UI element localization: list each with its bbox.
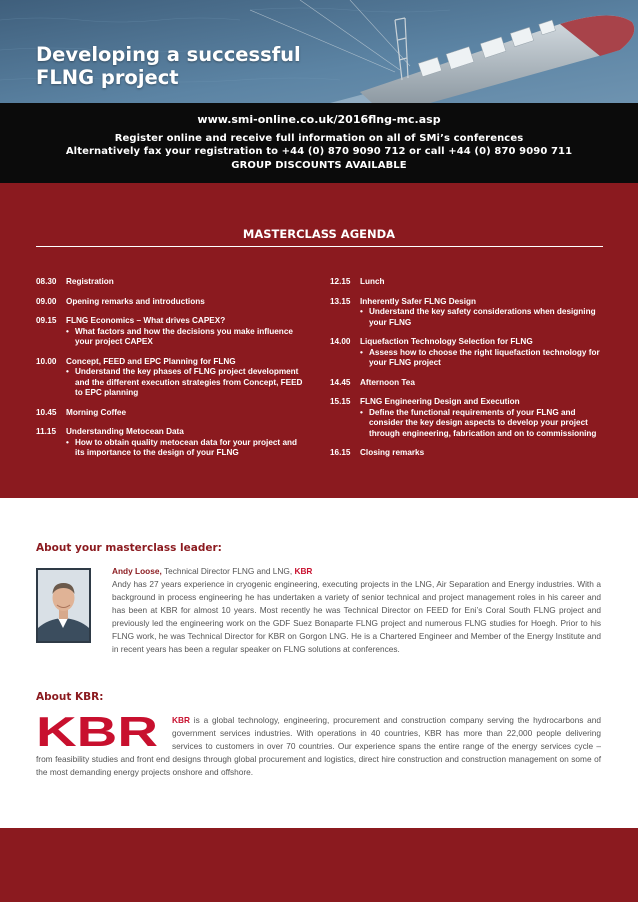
- agenda-time: 08.30: [36, 277, 57, 286]
- agenda-body: [66, 427, 306, 459]
- agenda-item: [330, 448, 605, 459]
- agenda-time: 15.15: [330, 397, 351, 406]
- agenda-session-title: Concept, FEED and EPC Planning for FLNG: [66, 356, 236, 366]
- agenda-time: 14.45: [330, 377, 351, 387]
- leader-bio-text: Andy has 27 years experience in cryogenic engineering, executing projects in the LNG, Air Separation and Energy industries. With a background in process engineering he has undertaken a variety of senior technical and project management roles in his career and has been at KBR for almost 10 years. Most recently he was Technical Director on FEED for Eni’s Coral South FLNG project and previously led the engineering work on the GDF Suez Bonaparte FLNG project and numerous FLNG studies for Hoegh. Prior to his FLNG work, he was Technical Director for KBR on Gorgon LNG. He is a Chartered Engineer and Member of the Energy Institute and in recent years has been a regular speaker on FLNG solutions at conferences.: [112, 579, 601, 654]
- hero-banner: [0, 0, 638, 103]
- about-kbr-company: KBR: [172, 715, 190, 725]
- agenda-bullet: • Define the functional requirements of your FLNG and consider the key design aspects to develop your project through engineering, fabrication and on to commissioning: [360, 408, 605, 440]
- agenda-body: [66, 316, 306, 348]
- agenda-item: [330, 397, 605, 439]
- page-title: [36, 43, 336, 89]
- masterclass-agenda: [0, 183, 638, 498]
- leader-role: Technical Director FLNG and LNG,: [161, 566, 295, 576]
- leader-portrait: [36, 568, 91, 643]
- agenda-time: 11.15: [36, 427, 57, 436]
- group-discounts-text: GROUP DISCOUNTS AVAILABLE: [231, 160, 407, 171]
- agenda-body: [66, 357, 306, 399]
- page-title-line2: FLNG project: [36, 66, 179, 89]
- footer-band: [0, 828, 638, 902]
- agenda-bullet: • Understand the key phases of FLNG project development and the different execution strategies from Concept, FEED to EPC planning: [66, 367, 306, 399]
- fax-call-text: Alternatively fax your registration to +44 (0) 870 9090 712 or call +44 (0) 870 9090 711: [65, 146, 573, 157]
- agenda-body: [66, 297, 306, 308]
- agenda-session-title: Morning Coffee: [66, 407, 127, 417]
- agenda-item: [36, 316, 306, 348]
- agenda-time: 14.00: [330, 337, 351, 346]
- agenda-session-title: Closing remarks: [360, 448, 425, 457]
- agenda-item: [36, 427, 306, 459]
- agenda-session-title: Registration: [66, 277, 114, 286]
- agenda-time: 12.15: [330, 277, 351, 286]
- registration-url-link[interactable]: www.smi-online.co.uk/2016flng-mc.asp: [197, 113, 441, 126]
- agenda-session-title: Understanding Metocean Data: [66, 427, 184, 436]
- agenda-body: [66, 408, 306, 419]
- agenda-item: [36, 408, 306, 419]
- agenda-body: [360, 397, 605, 439]
- about-kbr-heading: About KBR:: [36, 691, 104, 703]
- agenda-body: [66, 277, 306, 288]
- agenda-divider: [36, 246, 603, 247]
- agenda-item: [330, 337, 605, 369]
- registration-bar: [0, 103, 638, 183]
- agenda-time: 09.00: [36, 296, 57, 306]
- leader-heading: About your masterclass leader:: [36, 542, 222, 554]
- leader-name: Andy Loose,: [112, 566, 162, 576]
- agenda-session-title: FLNG Engineering Design and Execution: [360, 397, 520, 406]
- agenda-bullet: • Understand the key safety considerations when designing your FLNG: [360, 307, 605, 328]
- agenda-session-title: Afternoon Tea: [360, 377, 415, 387]
- agenda-session-title: Inherently Safer FLNG Design: [360, 296, 477, 306]
- page-title-line1: Developing a successful: [36, 43, 301, 66]
- leader-bio: [112, 565, 601, 656]
- agenda-item: [36, 297, 306, 308]
- agenda-item: [330, 297, 605, 329]
- agenda-time: 13.15: [330, 296, 351, 306]
- about-kbr-body: is a global technology, engineering, procurement and construction company serving the hydrocarbons and government services industries. With operations in 40 countries, KBR has more than 22,000 people delivering services to customers in over 70 countries. Our experience spans the entire range of the energy services cycle – from feasibility studies and front end designs through global procurement and logistics, direct hire construction and construction management on some of the most demanding energy projects onshore and offshore.: [36, 715, 601, 777]
- agenda-title: MASTERCLASS AGENDA: [242, 227, 396, 241]
- agenda-item: [36, 277, 306, 288]
- agenda-session-title: FLNG Economics – What drives CAPEX?: [66, 316, 226, 325]
- agenda-bullet: • Assess how to choose the right liquefaction technology for your FLNG project: [360, 348, 605, 369]
- agenda-session-title: Liquefaction Technology Selection for FLNG: [360, 337, 533, 346]
- kbr-logo: [36, 713, 160, 749]
- leader-company: KBR: [294, 566, 313, 576]
- agenda-session-title: Opening remarks and introductions: [66, 296, 205, 306]
- agenda-item: [330, 277, 605, 288]
- agenda-time: 09.15: [36, 316, 57, 325]
- agenda-column-right: [330, 277, 605, 468]
- register-online-text: Register online and receive full information on all of SMi’s conferences: [114, 133, 524, 144]
- agenda-body: [360, 448, 605, 459]
- agenda-item: [330, 378, 605, 389]
- agenda-column-left: [36, 277, 306, 468]
- agenda-body: [360, 378, 605, 389]
- agenda-body: [360, 277, 605, 288]
- agenda-item: [36, 357, 306, 399]
- kbr-logo-text: KBR: [36, 713, 158, 749]
- agenda-time: 16.15: [330, 448, 351, 457]
- portrait-image: [38, 570, 89, 641]
- agenda-bullet: • What factors and how the decisions you make influence your project CAPEX: [66, 327, 306, 348]
- agenda-session-title: Lunch: [360, 277, 385, 286]
- agenda-time: 10.45: [36, 407, 57, 417]
- agenda-bullet: • How to obtain quality metocean data for your project and its importance to the design of your FLNG: [66, 438, 306, 459]
- agenda-time: 10.00: [36, 356, 57, 366]
- agenda-body: [360, 297, 605, 329]
- agenda-body: [360, 337, 605, 369]
